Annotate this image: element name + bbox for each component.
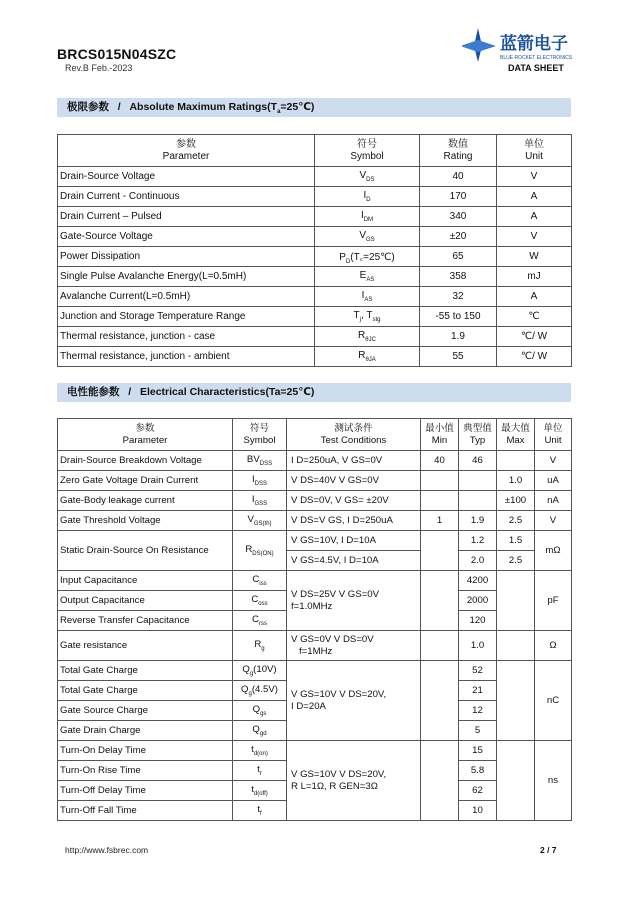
company-logo [462,26,582,66]
electrical-characteristics-table [57,418,572,821]
table-row: Turn-On Rise Time $t_r$ 5.8 [58,761,572,781]
section-separator: / [117,101,121,113]
table-row: Gate Threshold Voltage $V_{GS(th)}$ V DS=V GS, I D=250uA 1 1.9 2.5 V [58,511,572,531]
table-row: Thermal resistance, junction - ambient $R_{\theta JA}$ 55 ℃/ W [58,347,572,367]
table-row: Turn-Off Fall Time $t_f$ 10 [58,801,572,821]
section-title-cn: 电性能参数 [67,386,120,398]
section-separator: / [128,386,132,398]
doc-type-label: DATA SHEET [508,63,564,73]
table-header-row: 参数 Parameter 符号 Symbol 数值 Rating 单位 Unit [58,135,572,167]
brand-en: BLUE ROCKET ELECTRONICS [500,55,573,61]
table-row: Drain Current - Continuous $I_D$ 170 A [58,187,572,207]
table-row: Drain Current – Pulsed $I_{DM}$ 340 A [58,207,572,227]
table-row: Total Gate Charge $Q_g(10V)$ V GS=10V V DS=20V, I D=20A 52 nC [58,661,572,681]
absolute-ratings-table [57,134,572,367]
table-row: Thermal resistance, junction - case $R_{\theta JC}$ 1.9 ℃/ W [58,327,572,347]
table-row: Single Pulse Avalanche Energy(L=0.5mH) $E_{AS}$ 358 mJ [58,267,572,287]
table-row: Junction and Storage Temperature Range $T_j$, $T_{stg}$ -55 to 150 ℃ [58,307,572,327]
part-number: BRCS015N04SZC [57,46,177,62]
page-number: 2 / 7 [540,845,557,855]
table-row: Gate-Body leakage current $I_{GSS}$ V DS=0V, V GS= ±20V ±100 nA [58,491,572,511]
section-title-cn: 极限参数 [67,101,109,113]
table-header-row: 参数 Parameter 符号 Symbol 测试条件 Test Conditions 最小值 Min 典型值 Typ 最大值 Max 单位 Unit [58,419,572,451]
table-row: Gate Source Charge $Q_{gs}$ 12 [58,701,572,721]
table-row: Total Gate Charge $Q_g(4.5V)$ 21 [58,681,572,701]
table-row: Input Capacitance $C_{iss}$ V DS=25V V GS=0V f=1.0MHz 4200 pF [58,571,572,591]
table-row: Gate Drain Charge $Q_{gd}$ 5 [58,721,572,741]
section-title-en: Electrical Characteristics(Ta=25℃) [139,386,315,398]
table-row: Gate resistance $R_g$ V GS=0V V DS=0V f=1MHz 1.0 Ω [58,631,572,661]
revision-label: Rev.B Feb.-2023 [65,63,133,73]
table-row: Power Dissipation $P_D(T꜀=25℃)$ 65 W [58,247,572,267]
rocket-logo-icon [462,26,582,66]
table-row: Zero Gate Voltage Drain Current $I_{DSS}$ V DS=40V V GS=0V 1.0 uA [58,471,572,491]
section-bar-electrical [57,383,571,402]
table-row: Turn-On Delay Time $t_{d(on)}$ V GS=10V V DS=20V, R L=1Ω, R GEN=3Ω 15 ns [58,741,572,761]
footer-url[interactable]: http://www.fsbrec.com [65,845,149,855]
table-row: Avalanche Current(L=0.5mH) $I_{AS}$ 32 A [58,287,572,307]
table-row: V GS=4.5V, I D=10A 2.0 2.5 [58,551,572,571]
table-row: Drain-Source Voltage $V_{DS}$ 40 V [58,167,572,187]
brand-cn: 蓝箭电子 [500,34,568,54]
table-row: Gate-Source Voltage $V_{GS}$ ±20 V [58,227,572,247]
table-row: Reverse Transfer Capacitance $C_{rss}$ 120 [58,611,572,631]
section-bar-ratings: 极限参数 / Absolute Maximum $Ratings(T_a=25℃)$ [57,98,571,117]
table-row: Turn-Off Delay Time $t_{d(off)}$ 62 [58,781,572,801]
table-row: Output Capacitance $C_{oss}$ 2000 [58,591,572,611]
table-row: Drain-Source Breakdown Voltage $BV_{DSS}$ I D=250uA, V GS=0V 40 46 V [58,451,572,471]
section-title-en: Absolute Maximum Ratings(T [129,101,278,113]
table-row: Static Drain-Source On Resistance $R_{DS(ON)}$ V GS=10V, I D=10A 1.2 1.5 mΩ [58,531,572,551]
